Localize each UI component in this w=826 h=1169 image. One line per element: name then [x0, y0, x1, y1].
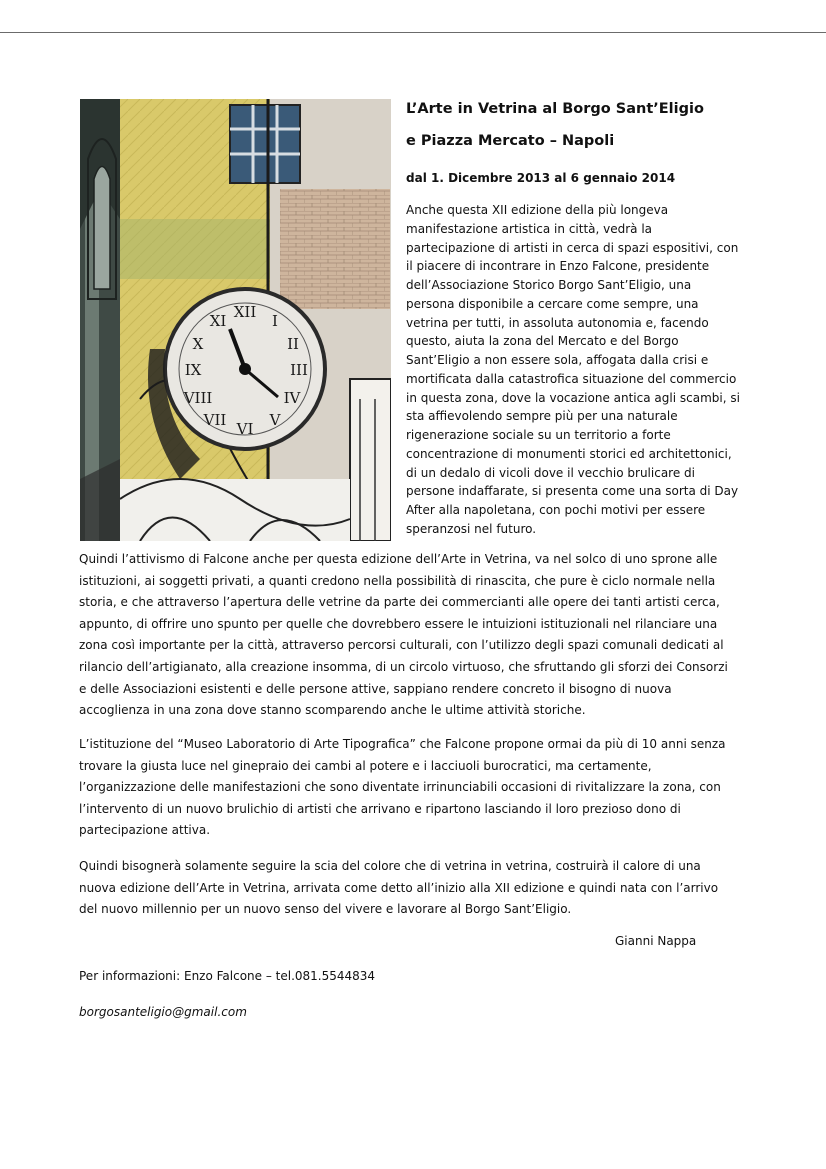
intro-line: sta affievolendo sempre più per una naturale: [406, 409, 678, 424]
intro-line: Anche questa XII edizione della più longeva: [406, 203, 669, 217]
intro-line: mortificata dalla catastrofica situazione del commercio: [406, 371, 737, 386]
paragraph-line: storia, e che attraverso l’apertura delle vetrine da parte dei commercianti alle opere dei tanti artisti cerca,: [79, 595, 720, 610]
paragraph-line: nuova edizione dell’Arte in Vetrina, arrivata come detto all’inizio alla XII edizione e quindi nata con l’arrivo: [79, 880, 719, 895]
paragraph-3: [79, 856, 749, 921]
intro-line: manifestazione artistica in città, vedrà la: [406, 221, 653, 236]
intro-line: After alla napoletana, con pochi motivi per essere: [406, 503, 706, 517]
intro-line: il piacere di incontrare in Enzo Falcone, presidente: [406, 259, 710, 274]
intro-line: vetrina per tutti, in assoluta autonomia e, facendo: [406, 315, 709, 330]
paragraph-line: del nuovo millennio per un nuovo senso del vivere e lavorare al Borgo Sant’Eligio.: [79, 902, 572, 917]
intro-line: rigenerazione sociale su un territorio a forte: [406, 428, 671, 442]
paragraph-line: rilancio dell’artigianato, alla creazione insomma, di un circolo virtuoso, che sfruttando gli sforzi dei Consorzi: [79, 659, 728, 674]
event-dates: dal 1. Dicembre 2013 al 6 gennaio 2014: [406, 171, 676, 185]
paragraph-line: Quindi bisognerà solamente seguire la scia del colore che di vetrina in vetrina, costruirà il calore di una: [79, 859, 701, 873]
paragraph-line: accoglienza in una zona dove stanno scomparendo anche le ultime attività storiche.: [79, 703, 586, 718]
title-line-1: L’Arte in Vetrina al Borgo Sant’Eligio: [406, 101, 704, 117]
paragraph-line: l’intervento di un nuovo brulichio di artisti che arrivano e ripartono lasciando il loro prezioso dono di: [79, 801, 681, 816]
svg-text:XII: XII: [233, 303, 257, 321]
svg-text:IV: IV: [283, 389, 301, 407]
svg-text:VIII: VIII: [183, 389, 213, 407]
intro-line: persone indaffarate, si presenta come una sorta di Day: [406, 484, 739, 499]
intro-line: persona disponibile a cercare come sempre, una: [406, 296, 699, 311]
intro-line: concentrazione di monumenti storici ed architettonici,: [406, 446, 732, 461]
svg-text:X: X: [192, 335, 204, 353]
paragraph-line: istituzioni, ai soggetti privati, a quanti credono nella possibilità di rinascita, che pure è ciclo normale nella: [79, 573, 716, 588]
paragraph-line: partecipazione attiva.: [79, 823, 211, 838]
intro-line: questo, aiuta la zona del Mercato e del Borgo: [406, 334, 679, 349]
paragraph-2: [79, 734, 749, 842]
svg-text:XI: XI: [209, 312, 227, 330]
contact-email: borgosanteligio@gmail.com: [79, 1005, 247, 1019]
svg-text:VII: VII: [203, 411, 227, 429]
paragraph-line: e delle Associazioni esistenti e delle persone attive, sappiano rendere concreto il bisogno di nuova: [79, 681, 672, 696]
intro-line: di un dedalo di vicoli dove il vecchio brulicare di: [406, 465, 695, 480]
svg-text:III: III: [290, 361, 308, 379]
paragraph-1: [79, 549, 749, 722]
intro-line: speranzosi nel futuro.: [406, 521, 537, 536]
paragraph-line: l’organizzazione delle manifestazioni che sono diventate irrinunciabili occasioni di rivitalizzare la zona, con: [79, 780, 721, 795]
svg-text:IX: IX: [184, 361, 202, 379]
paragraph-line: zona così importante per la città, attraverso percorsi culturali, con l’utilizzo degli spazi comunali dedicati al: [79, 638, 724, 653]
title-line-2: e Piazza Mercato – Napoli: [406, 133, 615, 149]
clock-tower-painting: [80, 99, 391, 541]
paragraph-line: Quindi l’attivismo di Falcone anche per questa edizione dell’Arte in Vetrina, va nel solco di uno sprone alle: [79, 552, 718, 566]
intro-line: in questa zona, dove la vocazione antica agli scambi, si: [406, 390, 740, 405]
svg-text:V: V: [269, 411, 281, 429]
author-signature: Gianni Nappa: [615, 934, 697, 948]
paragraph-line: appunto, di offrire uno spunto per quelle che dovrebbero essere le intuizioni istituzionali nel rilanciare una: [79, 616, 718, 631]
svg-text:II: II: [287, 335, 299, 353]
contact-info: Per informazioni: Enzo Falcone – tel.081.5544834: [79, 969, 376, 983]
top-rule: [0, 32, 826, 33]
svg-text:I: I: [272, 312, 278, 330]
intro-paragraph: [406, 201, 751, 539]
intro-line: partecipazione di artisti in cerca di spazi espositivi, con: [406, 240, 739, 255]
intro-line: Sant’Eligio a non essere sola, affogata dalla crisi e: [406, 353, 709, 367]
intro-line: dell’Associazione Storico Borgo Sant’Eligio, una: [406, 278, 692, 292]
svg-text:VI: VI: [236, 420, 254, 438]
paragraph-line: trovare la giusta luce nel ginepraio dei cambi al potere e i lacciuoli burocratici, ma certamente,: [79, 758, 652, 773]
paragraph-line: L’istituzione del “Museo Laboratorio di Arte Tipografica” che Falcone propone ormai da più di 10 anni senza: [79, 737, 726, 751]
